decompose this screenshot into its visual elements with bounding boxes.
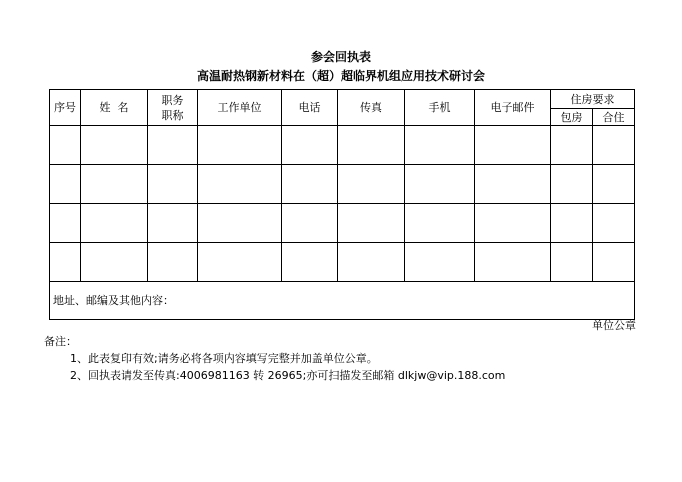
note-item: 1、此表复印有效;请务必将各项内容填写完整并加盖单位公章。	[70, 352, 378, 365]
header-lodging-shared: 合住	[593, 109, 635, 126]
cell-company[interactable]	[198, 204, 282, 243]
cell-phone[interactable]	[282, 243, 338, 282]
cell-mobile[interactable]	[405, 126, 475, 165]
cell-email[interactable]	[475, 243, 551, 282]
table-row	[50, 204, 635, 243]
cell-position[interactable]	[148, 204, 198, 243]
cell-company[interactable]	[198, 165, 282, 204]
cell-name[interactable]	[81, 204, 148, 243]
cell-seq[interactable]	[50, 204, 81, 243]
cell-fax[interactable]	[338, 126, 405, 165]
header-seq: 序号	[50, 90, 81, 126]
header-mobile: 手机	[405, 90, 475, 126]
cell-company[interactable]	[198, 126, 282, 165]
header-email: 电子邮件	[475, 90, 551, 126]
header-fax: 传真	[338, 90, 405, 126]
cell-email[interactable]	[475, 165, 551, 204]
cell-fax[interactable]	[338, 243, 405, 282]
header-position-line1: 职务	[161, 93, 184, 107]
cell-phone[interactable]	[282, 204, 338, 243]
cell-position[interactable]	[148, 126, 198, 165]
cell-name[interactable]	[81, 165, 148, 204]
notes-heading: 备注：	[44, 335, 77, 348]
address-label[interactable]: 地址、邮编及其他内容：	[50, 282, 635, 320]
header-position	[148, 90, 198, 126]
cell-lodging-private[interactable]	[551, 126, 593, 165]
cell-mobile[interactable]	[405, 165, 475, 204]
cell-lodging-shared[interactable]	[593, 126, 635, 165]
cell-email[interactable]	[475, 126, 551, 165]
cell-seq[interactable]	[50, 243, 81, 282]
cell-lodging-shared[interactable]	[593, 204, 635, 243]
cell-lodging-private[interactable]	[551, 165, 593, 204]
cell-fax[interactable]	[338, 165, 405, 204]
table-row	[50, 126, 635, 165]
header-row	[50, 90, 635, 109]
cell-lodging-private[interactable]	[551, 204, 593, 243]
form-title: 参会回执表	[310, 50, 371, 64]
cell-name[interactable]	[81, 126, 148, 165]
cell-lodging-shared[interactable]	[593, 243, 635, 282]
cell-fax[interactable]	[338, 204, 405, 243]
header-position-line2: 职称	[161, 108, 184, 122]
cell-seq[interactable]	[50, 165, 81, 204]
address-row	[50, 282, 635, 320]
cell-company[interactable]	[198, 243, 282, 282]
cell-lodging-private[interactable]	[551, 243, 593, 282]
cell-phone[interactable]	[282, 165, 338, 204]
company-seal-label: 单位公章	[592, 319, 636, 332]
header-phone: 电话	[282, 90, 338, 126]
conference-title: 高温耐热钢新材料在（超）超临界机组应用技术研讨会	[196, 69, 485, 83]
registration-table	[49, 89, 635, 320]
header-lodging: 住房要求	[551, 90, 635, 109]
header-company: 工作单位	[198, 90, 282, 126]
cell-lodging-shared[interactable]	[593, 165, 635, 204]
cell-name[interactable]	[81, 243, 148, 282]
cell-phone[interactable]	[282, 126, 338, 165]
cell-seq[interactable]	[50, 126, 81, 165]
cell-email[interactable]	[475, 204, 551, 243]
table-row	[50, 243, 635, 282]
cell-mobile[interactable]	[405, 243, 475, 282]
header-lodging-private: 包房	[551, 109, 593, 126]
header-name: 姓 名	[81, 90, 148, 126]
table-row	[50, 165, 635, 204]
cell-mobile[interactable]	[405, 204, 475, 243]
cell-position[interactable]	[148, 165, 198, 204]
note-item: 2、回执表请发至传真:4006981163 转 26965;亦可扫描发至邮箱 dlkjw@vip.188.com	[70, 369, 506, 382]
cell-position[interactable]	[148, 243, 198, 282]
